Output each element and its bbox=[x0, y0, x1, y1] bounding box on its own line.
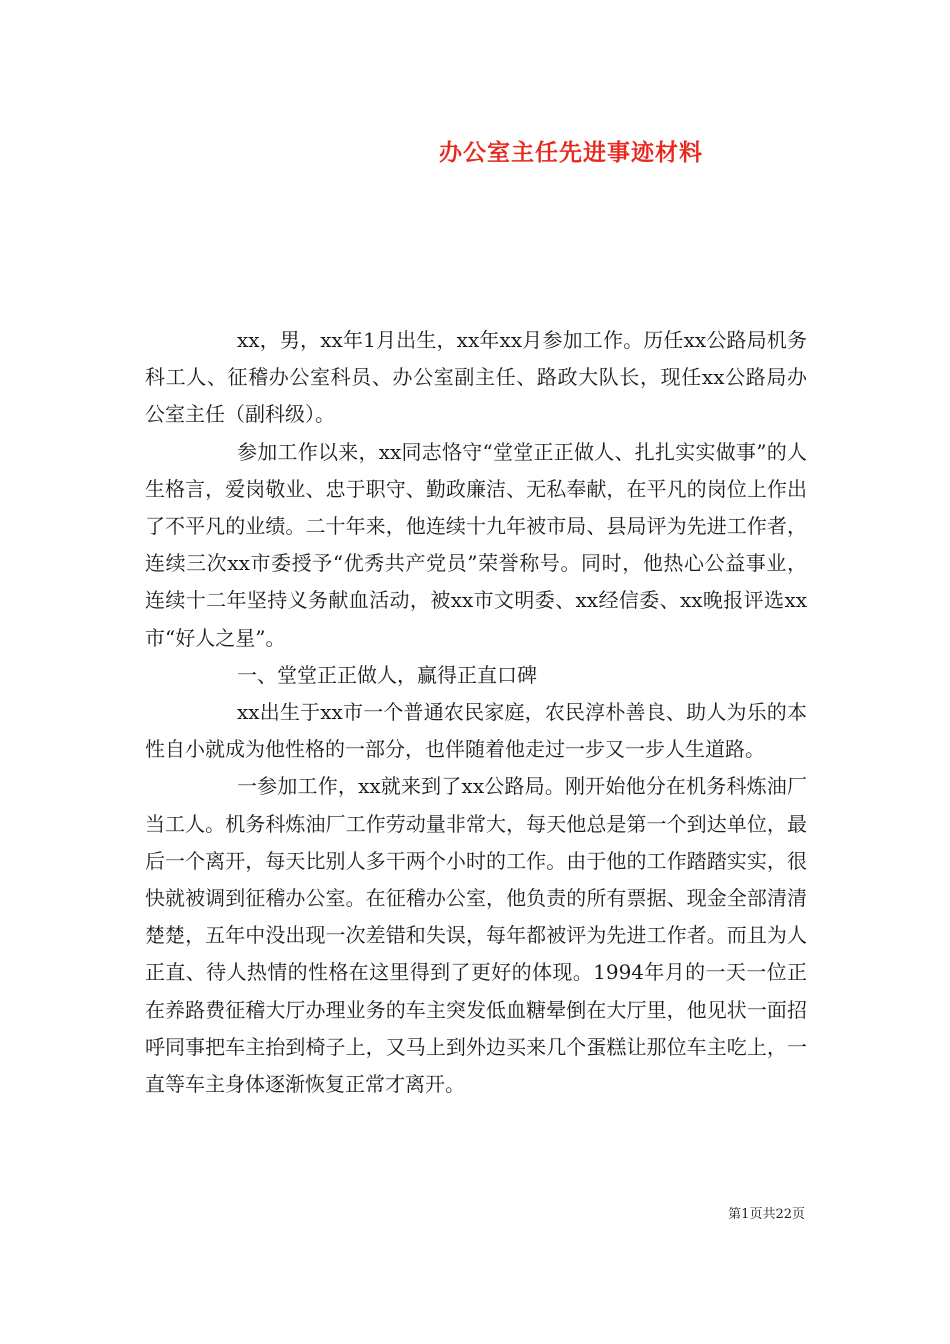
paragraph-early-career: 一参加工作，xx就来到了xx公路局。刚开始他分在机务科炼油厂当工人。机务科炼油厂工作劳动量非常大，每天他总是第一个到达单位，最后一个离开，每天比别人多干两个小时的工作。由于他的工作踏踏实实，很快就被调到征稽办公室。在征稽办公室，他负责的所有票据、现金全部清清楚楚，五年中没出现一次差错和失误，每年都被评为先进工作者。而且为人正直、待人热情的性格在这里得到了更好的体现。1994年月的一天一位正在养路费征稽大厅办理业务的车主突发低血糖晕倒在大厅里，他见状一面招呼同事把车主抬到椅子上，又马上到外边买来几个蛋糕让那位车主吃上，一直等车主身体逐渐恢复正常才离开。 bbox=[145, 774, 807, 1097]
document-title: 办公室主任先进事迹材料 bbox=[439, 139, 703, 166]
paragraph-profile: xx，男，xx年1月出生，xx年xx月参加工作。历任xx公路局机务科工人、征稽办公室科员、办公室副主任、路政大队长，现任xx公路局办公室主任（副科级）。 bbox=[145, 328, 807, 427]
section-heading: 一、堂堂正正做人，赢得正直口碑 bbox=[237, 662, 537, 687]
document-body bbox=[145, 322, 807, 1103]
paragraph-achievements: 参加工作以来，xx同志恪守“堂堂正正做人、扎扎实实做事”的人生格言，爱岗敬业、忠于职守、勤政廉洁、无私奉献，在平凡的岗位上作出了不平凡的业绩。二十年来，他连续十九年被市局、县局评为先进工作者，连续三次xx市委授予“优秀共产党员”荣誉称号。同时，他热心公益事业，连续十二年坚持义务献血活动，被xx市文明委、xx经信委、xx晚报评选xx市“好人之星”。 bbox=[145, 439, 807, 650]
paragraph-background: xx出生于xx市一个普通农民家庭，农民淳朴善良、助人为乐的本性自小就成为他性格的一部分，也伴随着他走过一步又一步人生道路。 bbox=[145, 700, 807, 762]
page-number-footer: 第1页共22页 bbox=[728, 1207, 805, 1222]
